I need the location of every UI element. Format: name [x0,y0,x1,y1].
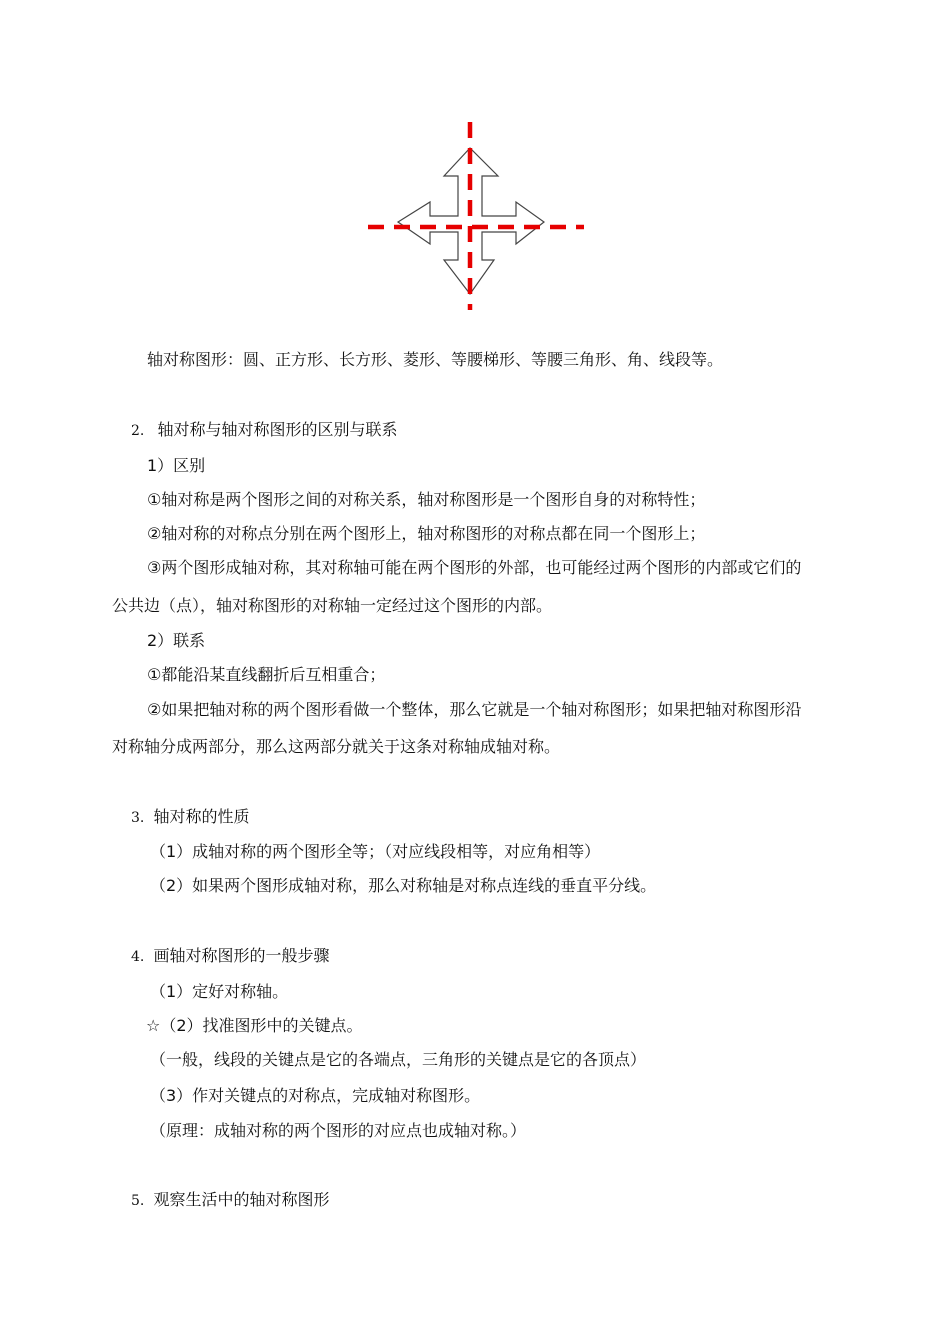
section-4-number: 4. [131,949,145,965]
step-1: （1）定好对称轴。 [150,982,289,1001]
four-way-arrow-outline [398,148,544,294]
section-2-number: 2. [131,423,145,439]
relation-item-2-line-2: 对称轴分成两部分，那么这两部分就关于这条对称轴成轴对称。 [112,737,561,756]
section-5-heading [131,1190,329,1211]
difference-item-1: ①轴对称是两个图形之间的对称关系，轴对称图形是一个图形自身的对称特性； [147,490,706,509]
difference-item-3-line-2: 公共边（点），轴对称图形的对称轴一定经过这个图形的内部。 [112,596,553,615]
step-3: （3）作对关键点的对称点，完成轴对称图形。 [150,1086,481,1105]
symmetry-figure [362,120,590,312]
relation-item-2-line-1: ②如果把轴对称的两个图形看做一个整体，那么它就是一个轴对称图形；如果把轴对称图形沿 [147,700,802,719]
property-item-1: （1）成轴对称的两个图形全等；（对应线段相等，对应角相等） [150,842,601,861]
step-2-note: （一般，线段的关键点是它的各端点，三角形的关键点是它的各顶点） [150,1050,647,1069]
section-4-title: 画轴对称图形的一般步骤 [153,946,330,965]
section-3-heading [131,807,249,828]
section-2-heading [131,420,397,441]
section-2-title: 轴对称与轴对称图形的区别与联系 [157,420,398,439]
difference-item-2: ②轴对称的对称点分别在两个图形上，轴对称图形的对称点都在同一个图形上； [147,524,706,543]
section-4-heading [131,946,329,967]
section-5-title: 观察生活中的轴对称图形 [153,1190,330,1209]
subsection-difference: 1）区别 [147,456,206,475]
section-5-number: 5. [131,1193,145,1209]
symmetric-shapes-list: 轴对称图形：圆、正方形、长方形、菱形、等腰梯形、等腰三角形、角、线段等。 [147,350,724,369]
subsection-relation: 2）联系 [147,631,206,650]
step-2: ☆（2）找准图形中的关键点。 [146,1016,363,1035]
property-item-2: （2）如果两个图形成轴对称，那么对称轴是对称点连线的垂直平分线。 [150,876,657,895]
step-3-note: （原理：成轴对称的两个图形的对应点也成轴对称。） [150,1121,527,1140]
difference-item-3-line-1: ③两个图形成轴对称，其对称轴可能在两个图形的外部，也可能经过两个图形的内部或它们的 [147,558,802,577]
relation-item-1: ①都能沿某直线翻折后互相重合； [147,665,386,684]
section-3-title: 轴对称的性质 [153,807,250,826]
section-3-number: 3. [131,810,145,826]
